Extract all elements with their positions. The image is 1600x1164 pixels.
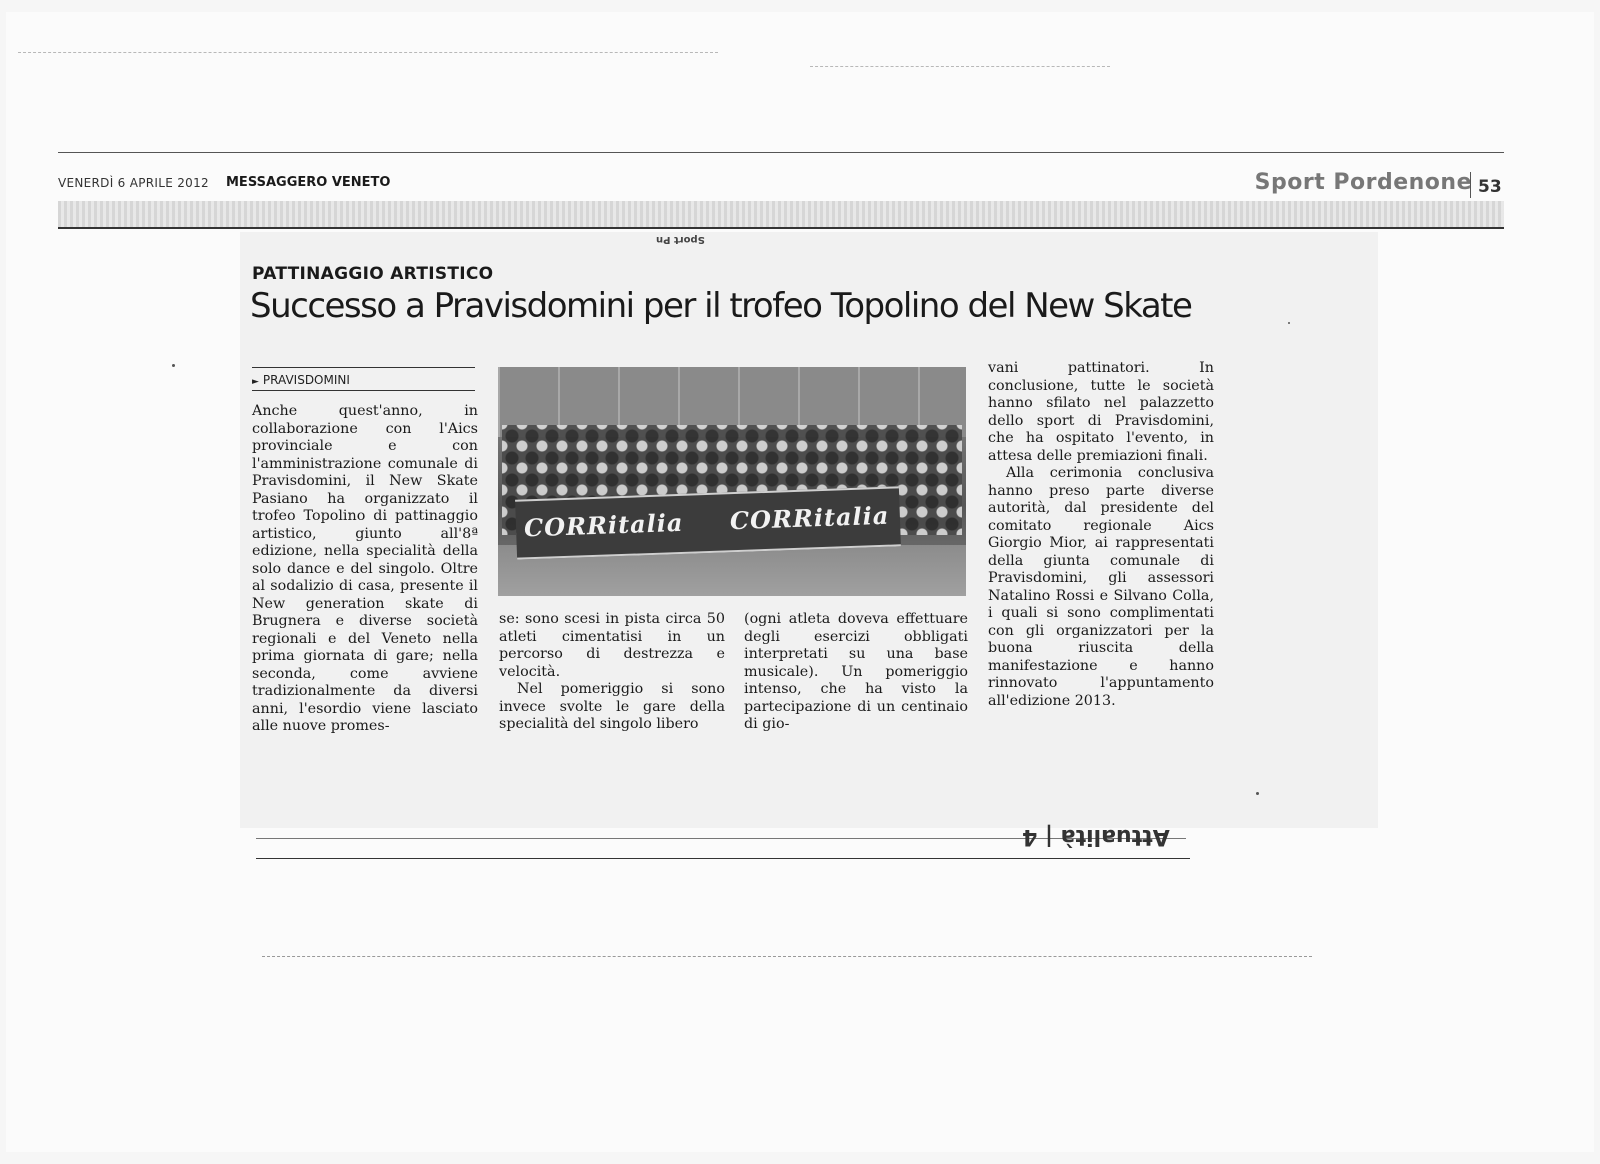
article-headline: Successo a Pravisdomini per il trofeo Topolino del New Skate: [250, 286, 1192, 326]
header-divider: [1470, 172, 1471, 198]
bleed-through-text: Attualità | 4: [1022, 824, 1170, 849]
page-number: 53: [1478, 177, 1502, 197]
article-kicker: PATTINAGGIO ARTISTICO: [252, 264, 494, 284]
dateline-marker-icon: ►: [252, 377, 259, 387]
bottom-rule: [256, 858, 1190, 859]
article-column-2: [499, 611, 725, 734]
paragraph: vani pattinatori. In conclusione, tutte le società hanno sfilato nel palazzetto dello sport di Pravisdomini, che ha ospitato l'evento, in attesa delle premiazioni finali.: [988, 360, 1214, 464]
paragraph: se: sono scesi in pista circa 50 atleti cimentatisi in un percorso di destrezza e velocità.: [499, 611, 725, 680]
newspaper-name: MESSAGGERO VENETO: [226, 175, 391, 190]
article-column-4: [988, 360, 1214, 710]
article-photo: [498, 367, 966, 596]
scan-artifact-line: [18, 52, 718, 53]
article-column-3: [744, 611, 968, 734]
dateline: [252, 373, 350, 387]
bleed-through-text: Sport Pn: [656, 234, 705, 245]
header-band-rule: [58, 227, 1504, 229]
paragraph: Anche quest'anno, in collaborazione con l'Aics provinciale e con l'amministrazione comunale di Pravisdomini, il New Skate Pasiano ha organizzato il trofeo Topolino di pattinaggio artistico, giunto all'8ª edizione, nella specialità della solo dance e del singolo. Oltre al sodalizio di casa, presente il New generation skate di Brugnera e diverse società regionali e del Veneto nella prima giornata di gare; nella seconda, come avviene tradizionalmente da diversi anni, l'esordio viene lasciato alle nuove promes-: [252, 403, 478, 734]
scan-speck: [1288, 322, 1290, 324]
scan-artifact-line: [810, 66, 1110, 67]
paragraph: Nel pomeriggio si sono invece svolte le gare della specialità del singolo libero: [499, 681, 725, 732]
header-band: [58, 201, 1504, 227]
banner-text: CORRitalia: [729, 500, 890, 536]
dateline-rule: [252, 367, 475, 368]
paragraph: (ogni atleta doveva effettuare degli esercizi obbligati interpretati su una base musicale). Un pomeriggio intenso, che ha visto la partecipazione di un centinaio di gio-: [744, 611, 968, 732]
scan-artifact-line: [262, 956, 1312, 957]
article-column-1: [252, 403, 478, 736]
scan-speck: [172, 364, 175, 367]
issue-date: VENERDÌ 6 APRILE 2012: [58, 176, 209, 190]
dateline-rule: [252, 390, 475, 391]
header-top-rule: [58, 152, 1504, 153]
dateline-text: PRAVISDOMINI: [262, 373, 350, 387]
paragraph: Alla cerimonia conclusiva hanno preso parte diverse autorità, dal presidente del comitato regionale Aics Giorgio Mior, ai rappresentati della giunta comunale di Pravisdomini, gli assessori Natalino Rossi e Silvano Colla, i quali si sono complimentati con gli organizzatori per la buona riuscita della manifestazione e hanno rinnovato l'appuntamento all'edizione 2013.: [988, 465, 1214, 709]
banner-text: CORRitalia: [523, 507, 684, 543]
scan-speck: [1256, 792, 1259, 795]
section-title: Sport Pordenone: [1254, 170, 1472, 195]
